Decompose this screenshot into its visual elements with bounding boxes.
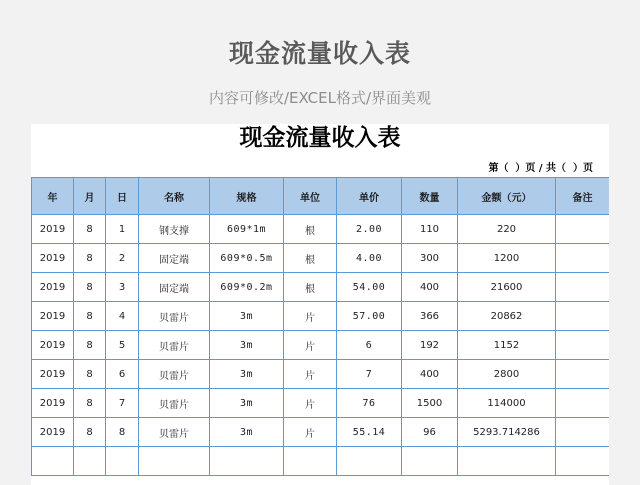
- cell-remarks[interactable]: [556, 302, 610, 331]
- cell-amount[interactable]: 1152: [458, 331, 556, 360]
- table-row: [32, 389, 610, 418]
- cell-unit-price[interactable]: 2.00: [337, 215, 402, 244]
- cell-name[interactable]: 贝雷片: [139, 302, 210, 331]
- cell-year[interactable]: 2019: [32, 302, 74, 331]
- cell-spec[interactable]: 3m: [210, 302, 284, 331]
- header-day[interactable]: 日: [106, 178, 139, 215]
- table-row: [32, 244, 610, 273]
- cell-quantity[interactable]: 1500: [402, 389, 458, 418]
- cell-year[interactable]: 2019: [32, 215, 74, 244]
- cell-spec[interactable]: 609*1m: [210, 215, 284, 244]
- table-row: [32, 302, 610, 331]
- cell-amount[interactable]: 5293.714286: [458, 418, 556, 447]
- table-body: [32, 215, 610, 476]
- header-quantity[interactable]: 数量: [402, 178, 458, 215]
- cell-name[interactable]: 贝雷片: [139, 418, 210, 447]
- cell-quantity[interactable]: [402, 447, 458, 476]
- cell-unit-price[interactable]: 76: [337, 389, 402, 418]
- cell-unit[interactable]: 根: [284, 273, 337, 302]
- cell-remarks[interactable]: [556, 360, 610, 389]
- cell-spec[interactable]: 3m: [210, 360, 284, 389]
- cell-unit-price[interactable]: [337, 447, 402, 476]
- cell-month[interactable]: 8: [74, 331, 106, 360]
- cell-day[interactable]: 7: [106, 389, 139, 418]
- cell-amount[interactable]: 220: [458, 215, 556, 244]
- cell-amount[interactable]: [458, 447, 556, 476]
- cell-unit[interactable]: 片: [284, 360, 337, 389]
- cell-month[interactable]: 8: [74, 389, 106, 418]
- cell-unit[interactable]: 根: [284, 244, 337, 273]
- cell-day[interactable]: 2: [106, 244, 139, 273]
- cell-spec[interactable]: 609*0.2m: [210, 273, 284, 302]
- table-row: [32, 331, 610, 360]
- cell-remarks[interactable]: [556, 331, 610, 360]
- cell-day[interactable]: 3: [106, 273, 139, 302]
- cell-quantity[interactable]: 96: [402, 418, 458, 447]
- cell-name[interactable]: [139, 447, 210, 476]
- cell-quantity[interactable]: 192: [402, 331, 458, 360]
- cell-day[interactable]: 5: [106, 331, 139, 360]
- cell-month[interactable]: 8: [74, 302, 106, 331]
- cell-remarks[interactable]: [556, 389, 610, 418]
- cell-month[interactable]: 8: [74, 418, 106, 447]
- cell-month[interactable]: 8: [74, 273, 106, 302]
- cell-quantity[interactable]: 366: [402, 302, 458, 331]
- cell-unit-price[interactable]: 4.00: [337, 244, 402, 273]
- header-spec[interactable]: 规格: [210, 178, 284, 215]
- cell-day[interactable]: 4: [106, 302, 139, 331]
- cell-amount[interactable]: 21600: [458, 273, 556, 302]
- cell-month[interactable]: 8: [74, 244, 106, 273]
- cell-quantity[interactable]: 300: [402, 244, 458, 273]
- cell-remarks[interactable]: [556, 447, 610, 476]
- cell-unit-price[interactable]: 6: [337, 331, 402, 360]
- cell-unit-price[interactable]: 7: [337, 360, 402, 389]
- cell-unit-price[interactable]: 57.00: [337, 302, 402, 331]
- cell-quantity[interactable]: 400: [402, 360, 458, 389]
- header-name[interactable]: 名称: [139, 178, 210, 215]
- cell-unit[interactable]: 片: [284, 389, 337, 418]
- header-unit[interactable]: 单位: [284, 178, 337, 215]
- cell-year[interactable]: 2019: [32, 418, 74, 447]
- cell-year[interactable]: [32, 447, 74, 476]
- cell-name[interactable]: 贝雷片: [139, 360, 210, 389]
- page-info: 第（ ）页 / 共（ ）页: [488, 163, 593, 174]
- table-row: [32, 447, 610, 476]
- cell-unit[interactable]: [284, 447, 337, 476]
- banner-title: 现金流量收入表: [228, 39, 411, 68]
- cell-day[interactable]: [106, 447, 139, 476]
- header-month[interactable]: 月: [74, 178, 106, 215]
- cell-day[interactable]: 6: [106, 360, 139, 389]
- header-amount[interactable]: 金额（元）: [458, 178, 556, 215]
- cell-remarks[interactable]: [556, 244, 610, 273]
- cell-remarks[interactable]: [556, 273, 610, 302]
- cell-amount[interactable]: 20862: [458, 302, 556, 331]
- cell-name[interactable]: 贝雷片: [139, 331, 210, 360]
- cell-day[interactable]: 1: [106, 215, 139, 244]
- header-unit-price[interactable]: 单价: [337, 178, 402, 215]
- cell-quantity[interactable]: 110: [402, 215, 458, 244]
- cell-unit-price[interactable]: 55.14: [337, 418, 402, 447]
- table-row: [32, 215, 610, 244]
- cell-year[interactable]: 2019: [32, 331, 74, 360]
- banner-subtitle: 内容可修改/EXCEL格式/界面美观: [208, 89, 432, 107]
- table-row: [32, 418, 610, 447]
- cell-remarks[interactable]: [556, 215, 610, 244]
- cell-unit[interactable]: 根: [284, 215, 337, 244]
- cell-name[interactable]: 固定端: [139, 273, 210, 302]
- table-row: [32, 360, 610, 389]
- cell-unit[interactable]: 片: [284, 418, 337, 447]
- header-year[interactable]: 年: [32, 178, 74, 215]
- cell-year[interactable]: 2019: [32, 360, 74, 389]
- cell-month[interactable]: 8: [74, 360, 106, 389]
- cell-spec[interactable]: [210, 447, 284, 476]
- cell-unit-price[interactable]: 54.00: [337, 273, 402, 302]
- cell-year[interactable]: 2019: [32, 244, 74, 273]
- cash-flow-table: [31, 177, 609, 476]
- cell-spec[interactable]: 3m: [210, 418, 284, 447]
- cell-name[interactable]: 贝雷片: [139, 389, 210, 418]
- cell-spec[interactable]: 609*0.5m: [210, 244, 284, 273]
- header-remarks[interactable]: 备注: [556, 178, 610, 215]
- cell-amount[interactable]: 2800: [458, 360, 556, 389]
- cell-amount[interactable]: 114000: [458, 389, 556, 418]
- cell-name[interactable]: 固定端: [139, 244, 210, 273]
- table-header-row: [32, 178, 610, 215]
- cell-amount[interactable]: 1200: [458, 244, 556, 273]
- cell-quantity[interactable]: 400: [402, 273, 458, 302]
- table-row: [32, 273, 610, 302]
- cell-unit[interactable]: 片: [284, 331, 337, 360]
- cell-day[interactable]: 8: [106, 418, 139, 447]
- sheet-title: 现金流量收入表: [239, 125, 401, 151]
- cell-year[interactable]: 2019: [32, 389, 74, 418]
- cell-month[interactable]: [74, 447, 106, 476]
- cell-remarks[interactable]: [556, 418, 610, 447]
- cell-month[interactable]: 8: [74, 215, 106, 244]
- cell-name[interactable]: 钢支撑: [139, 215, 210, 244]
- cell-unit[interactable]: 片: [284, 302, 337, 331]
- cell-spec[interactable]: 3m: [210, 331, 284, 360]
- spreadsheet-sheet: [31, 124, 609, 485]
- cell-year[interactable]: 2019: [32, 273, 74, 302]
- cell-spec[interactable]: 3m: [210, 389, 284, 418]
